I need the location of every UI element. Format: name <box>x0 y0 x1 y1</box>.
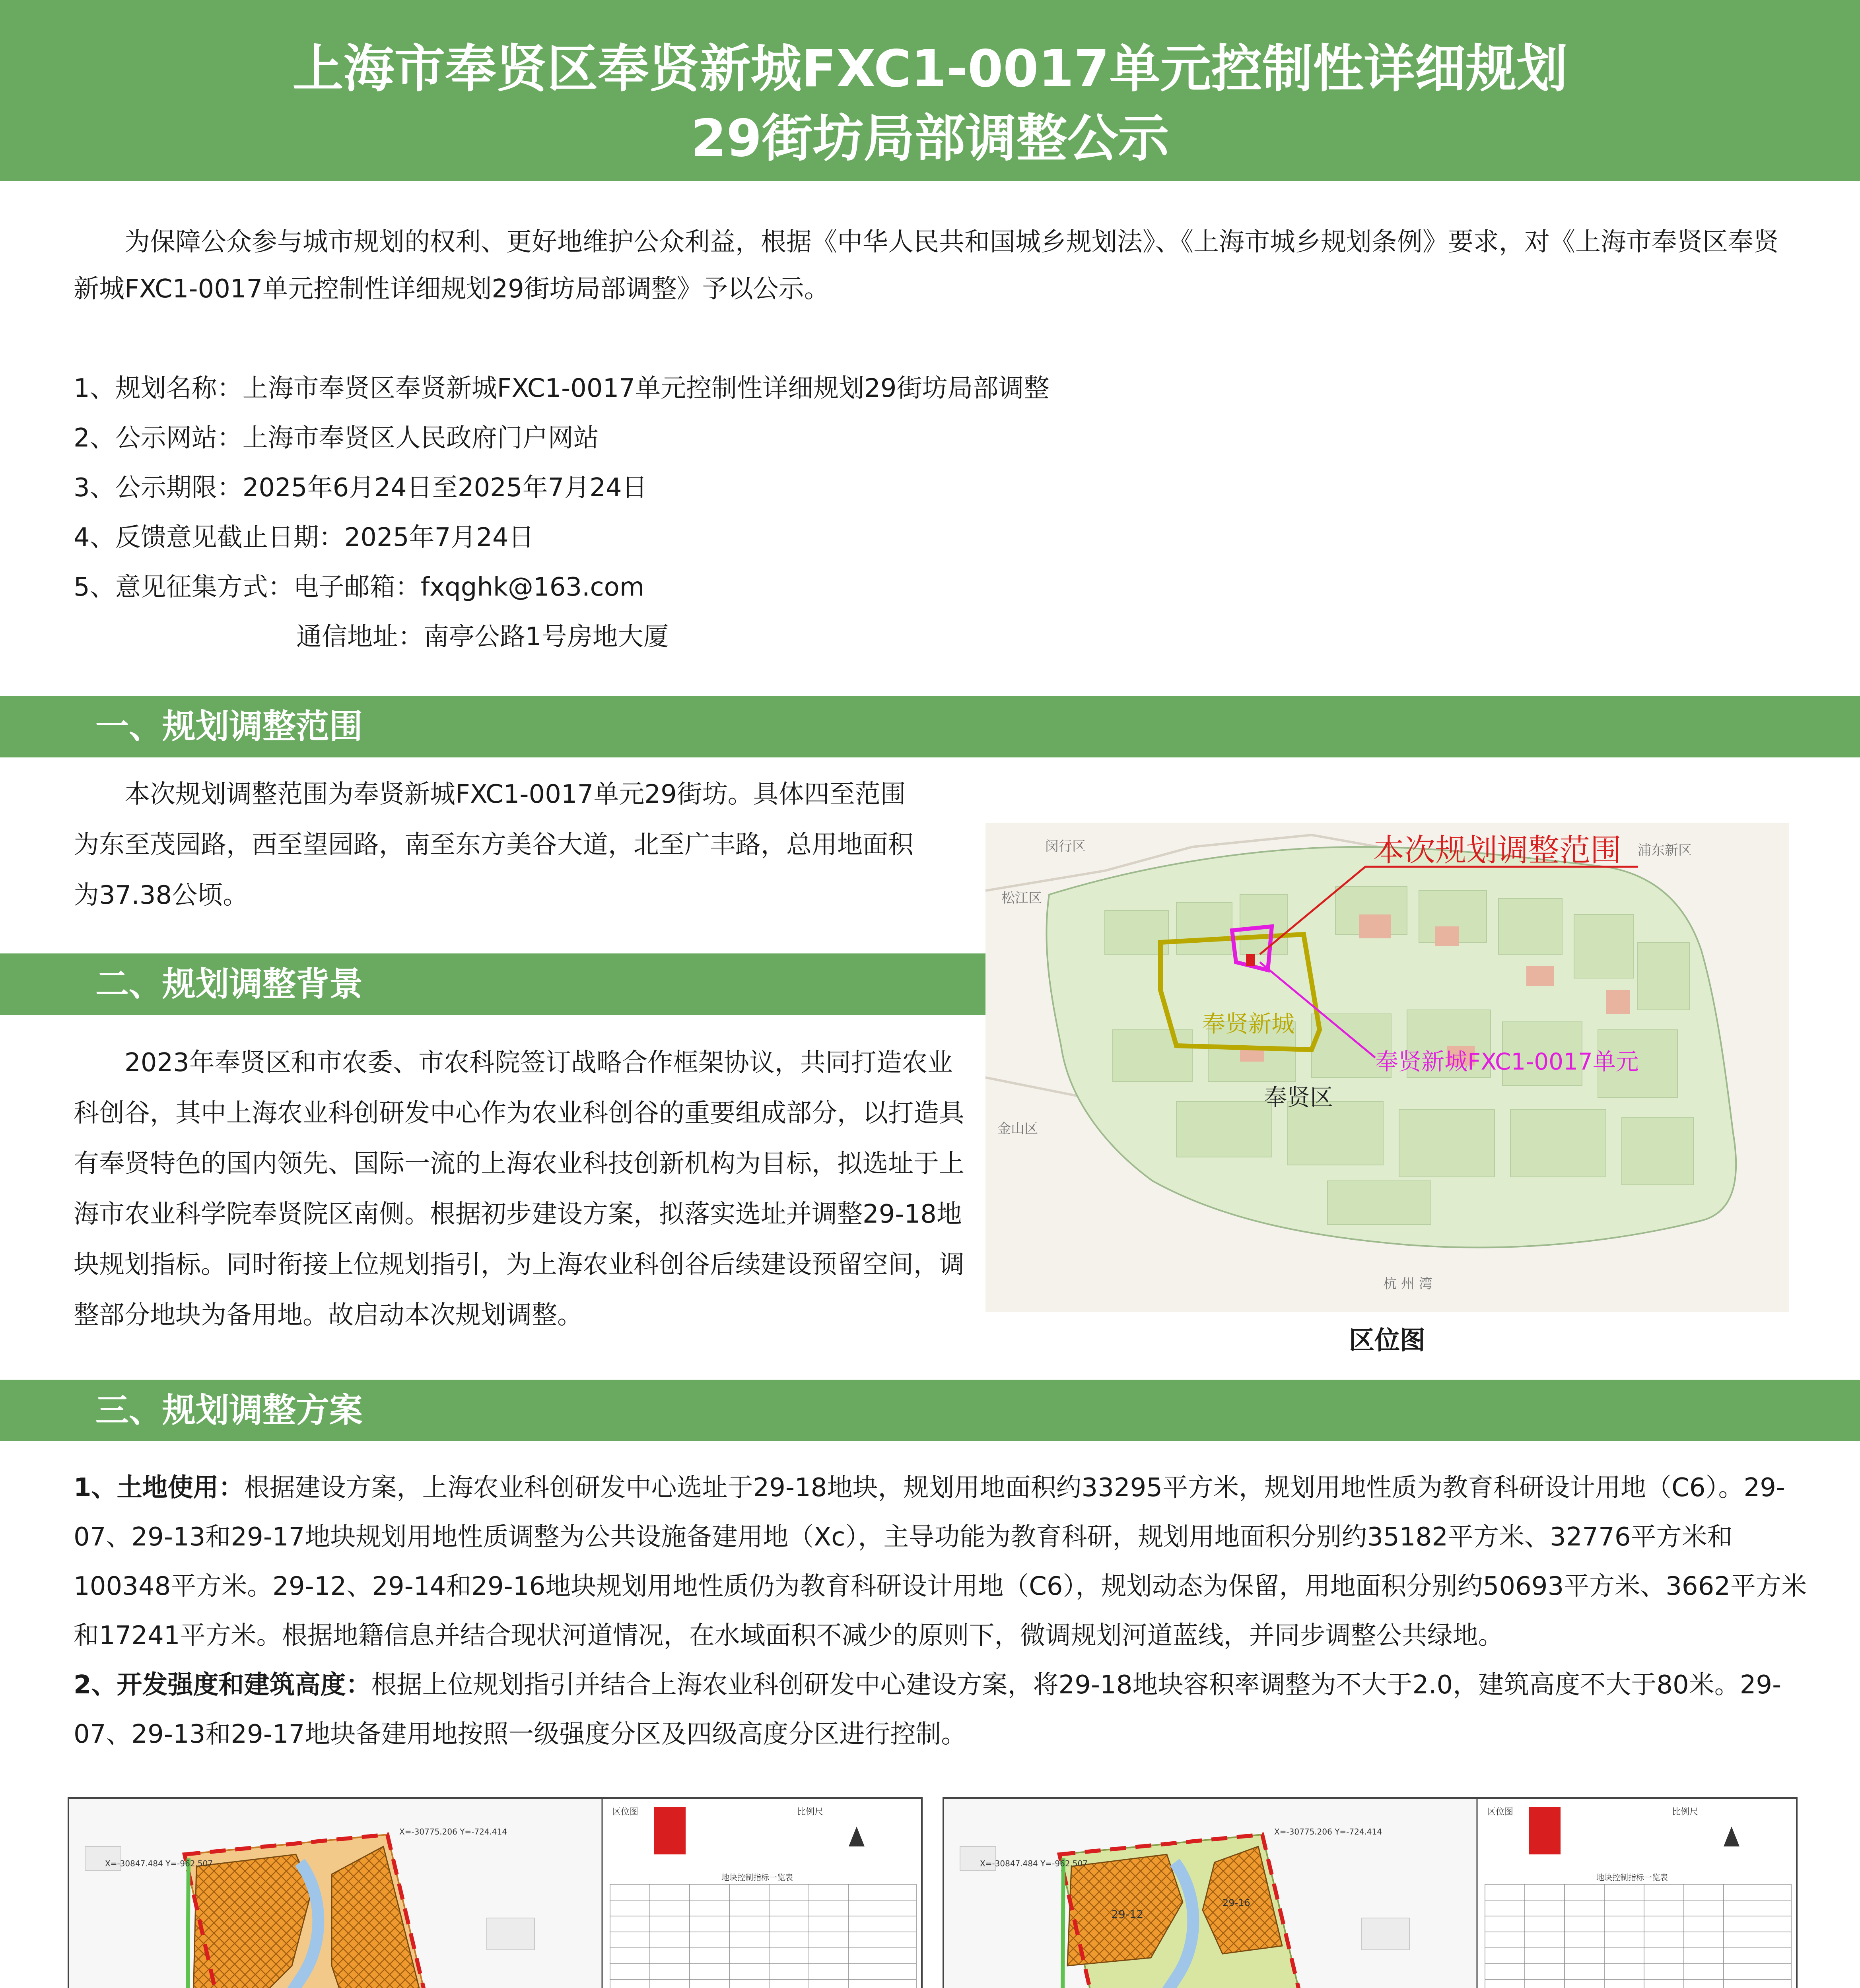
plan-after <box>943 1797 1798 1988</box>
north-arrow-icon <box>1724 1827 1739 1846</box>
info-plan-name: 1、规划名称：上海市奉贤区奉贤新城FXC1-0017单元控制性详细规划29街坊局部调整 <box>74 374 1050 403</box>
unit-label: 奉贤新城FXC1-0017单元 <box>1375 1048 1639 1075</box>
info-deadline: 4、反馈意见截止日期：2025年7月24日 <box>74 523 534 552</box>
intensity-text: 根据上位规划指引并结合上海农业科创研发中心建设方案，将29-18地块容积率调整为不大于2.0，建筑高度不大于80米。29-07、29-13和29-17地块备建用地按照一级强度分区及四级高度分区进行控制。 <box>74 1670 1782 1749</box>
page-title-line2: 29街坊局部调整公示 <box>691 109 1169 168</box>
location-map-caption: 区位图 <box>1349 1326 1425 1355</box>
adjustment-site-marker <box>1246 954 1255 966</box>
section-heading-scope: 一、规划调整范围 <box>0 696 1860 757</box>
plan-before <box>68 1797 923 1988</box>
info-address: 通信地址：南亭公路1号房地大厦 <box>296 622 669 652</box>
info-period: 3、公示期限：2025年6月24日至2025年7月24日 <box>74 473 647 503</box>
indicator-table <box>610 1884 916 1988</box>
lbl-29-16: 29-16 <box>1223 1897 1250 1908</box>
pudong-label: 浦东新区 <box>1638 843 1692 858</box>
table-title: 地块控制指标一览表 <box>1596 1873 1668 1882</box>
location-map-graphic <box>985 823 1789 1312</box>
lbl-29-12: 29-12 <box>1111 1908 1144 1921</box>
intro-paragraph: 为保障公众参与城市规划的权利、更好地维护公众利益，根据《中华人民共和国城乡规划法》、《上海市城乡规划条例》要求，对《上海市奉贤区奉贤新城FXC1-0017单元控制性详细规划29街坊局部调整》予以公示。 <box>74 227 1779 304</box>
locator-red-block <box>1529 1807 1561 1854</box>
scope-callout-text: 本次规划调整范围 <box>1373 833 1622 868</box>
scope-paragraph: 本次规划调整范围为奉贤新城FXC1-0017单元29街坊。具体四至范围为东至茂园路，西至望园路，南至东方美谷大道，北至广丰路，总用地面积为37.38公顷。 <box>74 780 913 910</box>
locator-label: 区位图 <box>1487 1807 1514 1817</box>
coord-1: X=-30847.484 Y=-962.507 <box>105 1859 213 1868</box>
coord-2: X=-30775.206 Y=-724.414 <box>1274 1827 1382 1837</box>
scale-label: 比例尺 <box>1672 1807 1699 1817</box>
district-label: 奉贤区 <box>1264 1084 1333 1111</box>
title-banner <box>0 0 1860 181</box>
coord-2: X=-30775.206 Y=-724.414 <box>399 1827 507 1837</box>
scheme-text <box>74 1463 1811 1759</box>
intensity-label: 2、开发强度和建筑高度： <box>74 1670 371 1700</box>
page-title-line1: 上海市奉贤区奉贤新城FXC1-0017单元控制性详细规划 <box>292 39 1568 99</box>
info-website: 2、公示网站：上海市奉贤区人民政府门户网站 <box>74 423 599 453</box>
section-heading-scheme: 三、规划调整方案 <box>0 1380 1860 1441</box>
north-arrow-icon <box>849 1827 865 1846</box>
info-list <box>74 364 1050 662</box>
land-use-paragraph <box>74 1463 1811 1660</box>
land-use-text: 根据建设方案，上海农业科创研发中心选址于29-18地块，规划用地面积约33295平方米，规划用地性质为教育科研设计用地（C6）。29-07、29-13和29-17地块规划用地性质调整为公共设施备建用地（Xc），主导功能为教育科研，规划用地面积分别约35182平方米、32776平方米和100348平方米。29-12、29-14和29-16地块规划用地性质仍为教育科研设计用地（C6），规划动态为保留，用地面积分别约50693平方米、3662平方米和17241平方米。根据地籍信息并结合现状河道情况，在水域面积不减少的原则下，微调规划河道蓝线，并同步调整公共绿地。 <box>74 1473 1807 1650</box>
coord-1: X=-30847.484 Y=-962.507 <box>980 1859 1088 1868</box>
locator-label: 区位图 <box>612 1807 639 1817</box>
location-map <box>985 823 1789 1312</box>
background-paragraph: 2023年奉贤区和市农委、市农科院签订战略合作框架协议，共同打造农业科创谷，其中上海农业科创研发中心作为农业科创谷的重要组成部分，以打造具有奉贤特色的国内领先、国际一流的上海农业科技创新机构为目标，拟选址于上海市农业科学院奉贤院区南侧。根据初步建设方案，拟落实选址并调整29-18地块规划指标。同时衔接上位规划指引，为上海农业科创谷后续建设预留空间，调整部分地块为备用地。故启动本次规划调整。 <box>74 1048 964 1330</box>
table-title: 地块控制指标一览表 <box>721 1873 793 1882</box>
jinshan-label: 金山区 <box>997 1121 1038 1137</box>
scale-label: 比例尺 <box>797 1807 824 1817</box>
hangzhou-bay-label: 杭 州 湾 <box>1383 1276 1432 1292</box>
info-email: 5、意见征集方式：电子邮箱：fxqghk@163.com <box>74 573 645 602</box>
locator-red-block <box>654 1807 686 1854</box>
songjiang-label: 松江区 <box>1001 890 1042 906</box>
newcity-label: 奉贤新城 <box>1202 1010 1295 1037</box>
plan-before-graphic <box>69 1799 921 1988</box>
land-use-label: 1、土地使用： <box>74 1473 244 1503</box>
plan-after-graphic <box>944 1799 1796 1988</box>
section-heading-background: 二、规划调整背景 <box>0 953 985 1015</box>
indicator-table <box>1485 1884 1791 1988</box>
minhang-label: 闵行区 <box>1045 839 1086 854</box>
intensity-paragraph <box>74 1660 1811 1759</box>
